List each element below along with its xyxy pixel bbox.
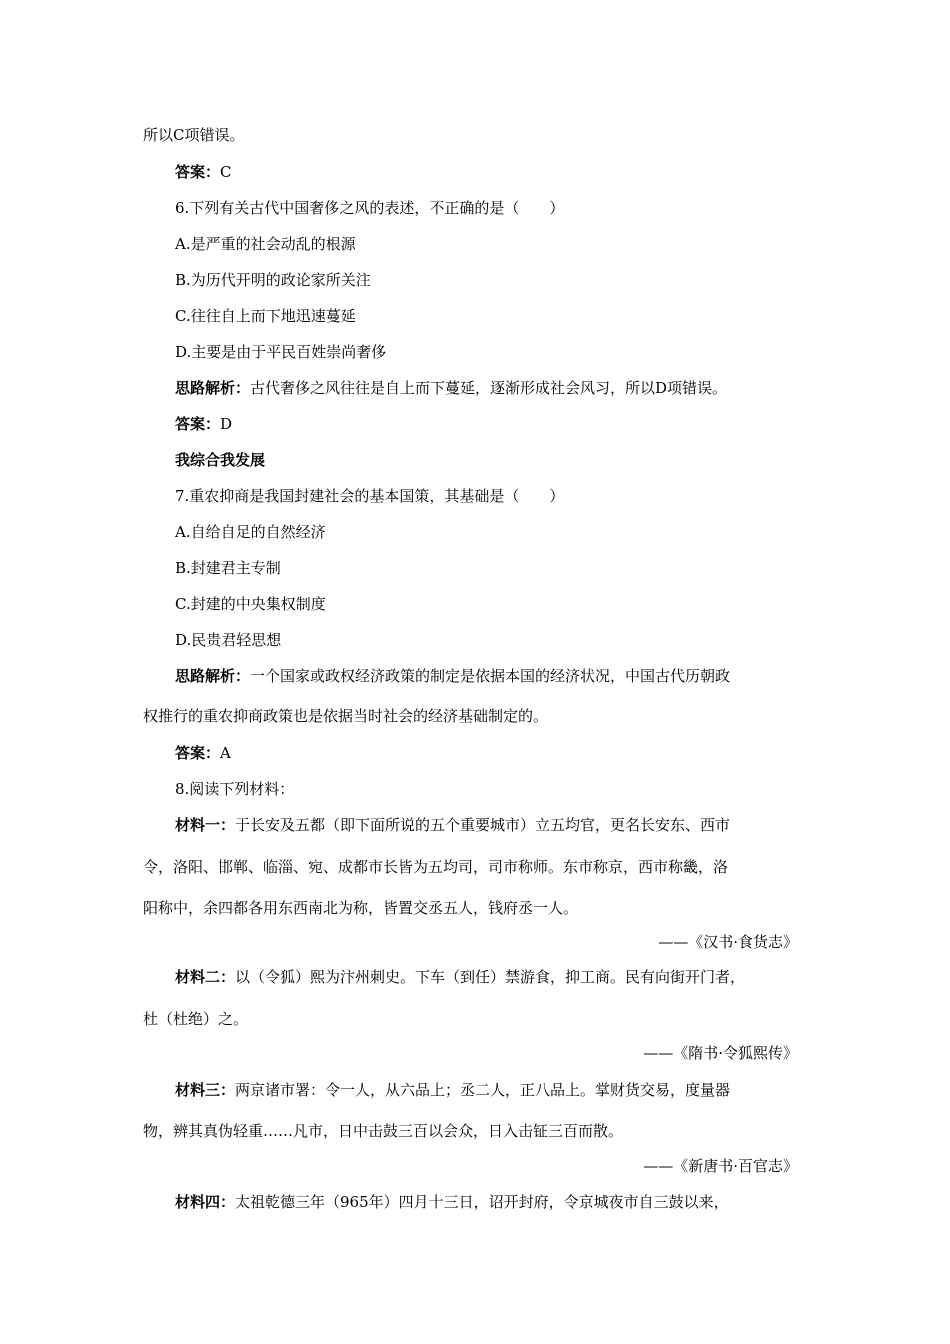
line-text: 权推行的重农抑商政策也是依据当时社会的经济基础制定的。 bbox=[143, 707, 549, 725]
section-title: 我综合我发展 bbox=[175, 451, 266, 469]
material-3 bbox=[175, 1080, 730, 1100]
line-text: 杜（杜绝）之。 bbox=[143, 1010, 249, 1028]
question-text: 8.阅读下列材料： bbox=[175, 780, 295, 798]
answer-value: D bbox=[220, 415, 233, 433]
material-text: 太祖乾德三年（965年）四月十三日，诏开封府，令京城夜市自三鼓以来， bbox=[235, 1193, 729, 1211]
citation-text: ——《汉书·食货志》 bbox=[658, 933, 798, 951]
answer-value: A bbox=[220, 744, 231, 762]
answer-label: 答案： bbox=[175, 163, 221, 181]
analysis-line bbox=[175, 378, 727, 398]
answer-line bbox=[175, 414, 232, 434]
option-b bbox=[175, 270, 371, 290]
material-1 bbox=[175, 815, 730, 835]
analysis-text: 一个国家或政权经济政策的制定是依据本国的经济状况，中国古代历朝政 bbox=[250, 667, 731, 685]
citation-text: ——《隋书·令狐熙传》 bbox=[643, 1044, 798, 1062]
option-text: C.往往自上而下地迅速蔓延 bbox=[175, 307, 356, 325]
material-text: 两京诸市署：令一人，从六品上；丞二人，正八品上。掌财货交易，度量器 bbox=[235, 1081, 731, 1099]
text-line bbox=[143, 898, 578, 918]
source-citation bbox=[643, 1043, 798, 1063]
source-citation bbox=[643, 1156, 798, 1176]
analysis-text: 古代奢侈之风往往是自上而下蔓延，逐渐形成社会风习，所以D项错误。 bbox=[250, 379, 728, 397]
text-line bbox=[143, 1121, 623, 1141]
question-8 bbox=[175, 779, 294, 799]
option-text: D.主要是由于平民百姓崇尚奢侈 bbox=[175, 343, 387, 361]
citation-text: ——《新唐书·百官志》 bbox=[643, 1157, 798, 1175]
analysis-label: 思路解析： bbox=[175, 379, 251, 397]
text-line bbox=[143, 1009, 248, 1029]
option-d bbox=[175, 342, 386, 362]
material-label: 材料二： bbox=[175, 968, 236, 986]
option-a bbox=[175, 234, 356, 254]
option-b bbox=[175, 558, 281, 578]
source-citation bbox=[658, 932, 798, 952]
option-a bbox=[175, 522, 326, 542]
option-c bbox=[175, 306, 356, 326]
option-text: A.自给自足的自然经济 bbox=[175, 523, 326, 541]
question-text: 7.重农抑商是我国封建社会的基本国策，其基础是（ ） bbox=[175, 487, 565, 505]
material-label: 材料三： bbox=[175, 1081, 236, 1099]
analysis-line bbox=[175, 666, 730, 686]
material-label: 材料一： bbox=[175, 816, 236, 834]
text-line bbox=[143, 857, 728, 877]
section-heading bbox=[175, 450, 265, 470]
option-text: B.为历代开明的政论家所关注 bbox=[175, 271, 371, 289]
option-text: D.民贵君轻思想 bbox=[175, 631, 282, 649]
material-label: 材料四： bbox=[175, 1193, 236, 1211]
question-text: 6.下列有关古代中国奢侈之风的表述，不正确的是（ ） bbox=[175, 199, 565, 217]
line-text: 令，洛阳、邯郸、临淄、宛、成都市长皆为五均司，司市称师。东市称京，西市称畿，洛 bbox=[143, 858, 729, 876]
line-text: 阳称中，余四都各用东西南北为称，皆置交丞五人，钱府丞一人。 bbox=[143, 899, 579, 917]
material-2 bbox=[175, 967, 745, 987]
material-text: 于长安及五都（即下面所说的五个重要城市）立五均官，更名长安东、西市 bbox=[235, 816, 731, 834]
option-c bbox=[175, 594, 326, 614]
line-text: 物，辨其真伪轻重……凡市，日中击鼓三百以会众，日入击钲三百而散。 bbox=[143, 1122, 624, 1140]
answer-label: 答案： bbox=[175, 744, 221, 762]
text-line bbox=[143, 706, 548, 726]
material-4 bbox=[175, 1192, 729, 1212]
question-7 bbox=[175, 486, 564, 506]
answer-label: 答案： bbox=[175, 415, 221, 433]
answer-line bbox=[175, 743, 231, 763]
analysis-label: 思路解析： bbox=[175, 667, 251, 685]
material-text: 以（令狐）熙为汴州刺史。下车（到任）禁游食，抑工商。民有向街开门者， bbox=[235, 968, 746, 986]
question-6 bbox=[175, 198, 564, 218]
option-text: B.封建君主专制 bbox=[175, 559, 281, 577]
text-line bbox=[143, 125, 244, 145]
answer-line bbox=[175, 162, 232, 182]
option-d bbox=[175, 630, 281, 650]
answer-value: C bbox=[220, 163, 232, 181]
line-text: 所以C项错误。 bbox=[143, 126, 245, 144]
option-text: A.是严重的社会动乱的根源 bbox=[175, 235, 356, 253]
option-text: C.封建的中央集权制度 bbox=[175, 595, 326, 613]
